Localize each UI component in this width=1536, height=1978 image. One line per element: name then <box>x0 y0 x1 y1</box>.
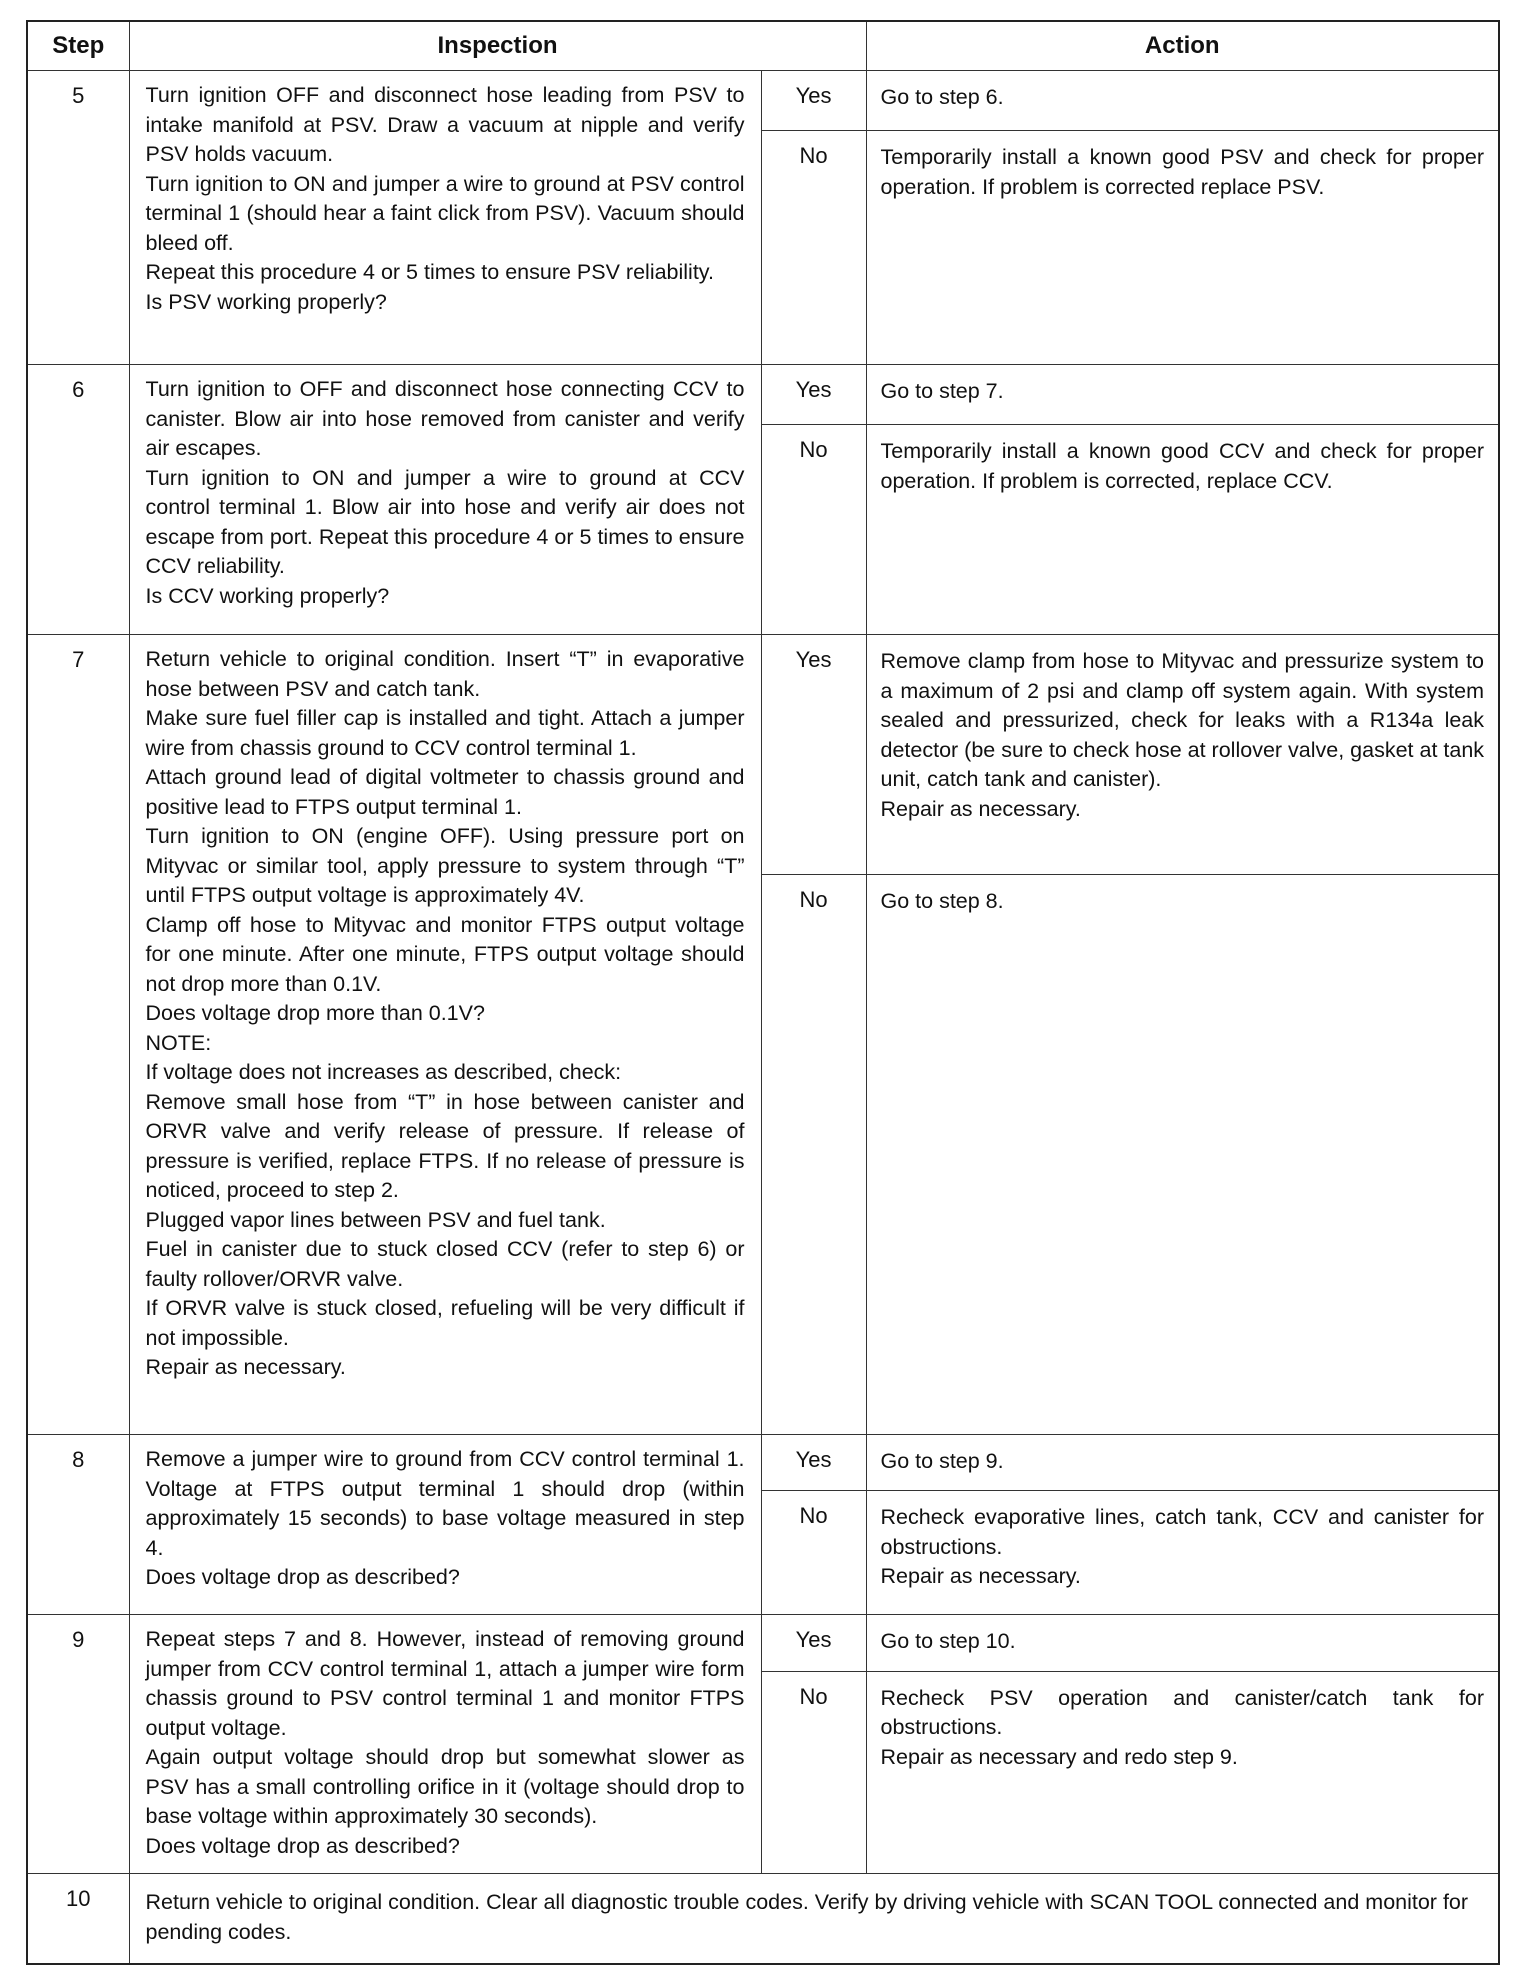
action-text: Go to step 9. <box>880 1449 1004 1473</box>
inspection-text: Turn ignition to ON (engine OFF). Using pressure port on Mityvac or similar tool, apply pressure to system through “T” until FTPS output voltage is approximately 4V. <box>145 824 745 907</box>
inspection-text: Repeat this procedure 4 or 5 times to ensure PSV reliability. <box>145 260 714 284</box>
yes-label: Yes <box>761 1615 866 1672</box>
inspection-text: Clamp off hose to Mityvac and monitor FTPS output voltage for one minute. After one minute, FTPS output voltage should not drop more than 0.1V. <box>145 912 745 996</box>
note-text: If voltage does not increases as described, check: <box>145 1060 622 1084</box>
diagnostic-page <box>26 20 1498 1965</box>
inspection-text: Attach ground lead of digital voltmeter to chassis ground and positive lead to FTPS output terminal 1. <box>145 765 745 819</box>
table-row <box>27 1615 1499 1672</box>
inspection-text: Turn ignition OFF and disconnect hose leading from PSV to intake manifold at PSV. Draw a vacuum at nipple and verify PSV holds vacuum. <box>145 83 745 166</box>
table-row <box>27 635 1499 875</box>
action-text: Repair as necessary. <box>880 1564 1081 1588</box>
inspection-cell <box>129 1615 761 1874</box>
action-text: Temporarily install a known good PSV and check for proper operation. If problem is corrected replace PSV. <box>880 145 1485 199</box>
no-label: No <box>761 875 866 1435</box>
action-text: Go to step 10. <box>880 1629 1016 1653</box>
no-label: No <box>761 425 866 635</box>
no-action <box>866 131 1499 365</box>
step-number: 10 <box>27 1874 129 1964</box>
action-text: Go to step 6. <box>880 85 1004 109</box>
yes-label: Yes <box>761 365 866 425</box>
step-number: 7 <box>27 635 129 1435</box>
diagnostic-table <box>26 20 1500 1965</box>
inspection-text: Turn ignition to ON and jumper a wire to ground at CCV control terminal 1. Blow air into hose and verify air does not escape from port. Repeat this procedure 4 or 5 times to ensure CCV reliability. <box>145 465 745 578</box>
action-text: Repair as necessary and redo step 9. <box>880 1744 1238 1769</box>
inspection-cell <box>129 635 761 1435</box>
yes-action <box>866 1435 1499 1491</box>
no-label: No <box>761 1491 866 1615</box>
inspection-text: Does voltage drop as described? <box>145 1565 460 1589</box>
header-step: Step <box>27 21 129 71</box>
inspection-text: Is PSV working properly? <box>145 289 387 314</box>
action-text: Go to step 8. <box>880 889 1004 913</box>
action-text: Repair as necessary. <box>880 796 1081 821</box>
inspection-text: Does voltage drop as described? <box>145 1833 460 1858</box>
action-text: Recheck PSV operation and canister/catch tank for obstructions. <box>880 1685 1485 1740</box>
yes-action <box>866 71 1499 131</box>
inspection-text: Repeat steps 7 and 8. However, instead of removing ground jumper from CCV control terminal 1, attach a jumper wire form chassis ground to PSV control terminal 1 and monitor FTPS output voltage. <box>145 1627 745 1740</box>
inspection-text: Is CCV working properly? <box>145 583 390 608</box>
yes-label: Yes <box>761 635 866 875</box>
note-text: Repair as necessary. <box>145 1355 346 1379</box>
inspection-text: Turn ignition to ON and jumper a wire to ground at PSV control terminal 1 (should hear a faint click from PSV). Vacuum should bleed off. <box>145 171 745 255</box>
inspection-text: Make sure fuel filler cap is installed and tight. Attach a jumper wire from chassis ground to CCV control terminal 1. <box>145 706 745 760</box>
no-action <box>866 875 1499 1435</box>
header-row <box>27 21 1499 71</box>
step-number: 8 <box>27 1435 129 1615</box>
yes-label: Yes <box>761 71 866 131</box>
table-row <box>27 365 1499 425</box>
action-text: Go to step 7. <box>880 379 1004 403</box>
note-text: Remove small hose from “T” in hose between canister and ORVR valve and verify release of pressure. If release of pressure is verified, replace FTPS. If no release of pressure is noticed, proceed to step 2. <box>145 1089 745 1202</box>
no-action <box>866 425 1499 635</box>
table-row <box>27 1874 1499 1964</box>
action-text: Temporarily install a known good CCV and check for proper operation. If problem is corrected, replace CCV. <box>880 439 1485 493</box>
step-number: 6 <box>27 365 129 635</box>
note-text: Fuel in canister due to stuck closed CCV (refer to step 6) or faulty rollover/ORVR valve. <box>145 1237 745 1291</box>
action-text: Remove clamp from hose to Mityvac and pressurize system to a maximum of 2 psi and clamp off system again. With system sealed and pressurized, check for leaks with a R134a leak detector (be sure to check hose at rollover valve, gasket at tank unit, catch tank and canister). <box>880 649 1485 791</box>
no-label: No <box>761 131 866 365</box>
yes-action <box>866 635 1499 875</box>
note-heading: NOTE: <box>145 1030 212 1055</box>
yes-label: Yes <box>761 1435 866 1491</box>
yes-action <box>866 365 1499 425</box>
inspection-cell <box>129 71 761 365</box>
header-inspection: Inspection <box>129 21 866 71</box>
inspection-text: Does voltage drop more than 0.1V? <box>145 1001 485 1025</box>
inspection-text: Remove a jumper wire to ground from CCV control terminal 1. Voltage at FTPS output terminal 1 should drop (within approximately 15 seconds) to base voltage measured in step 4. <box>145 1447 745 1560</box>
table-row <box>27 1435 1499 1491</box>
table-row <box>27 71 1499 131</box>
step-number: 5 <box>27 71 129 365</box>
no-label: No <box>761 1671 866 1873</box>
inspection-text: Turn ignition to OFF and disconnect hose connecting CCV to canister. Blow air into hose removed from canister and verify air escapes. <box>145 377 745 460</box>
inspection-cell <box>129 365 761 635</box>
inspection-text: Return vehicle to original condition. Insert “T” in evaporative hose between PSV and catch tank. <box>145 647 745 701</box>
note-text: If ORVR valve is stuck closed, refueling will be very difficult if not impossible. <box>145 1296 745 1350</box>
note-text: Plugged vapor lines between PSV and fuel tank. <box>145 1207 606 1232</box>
step-number: 9 <box>27 1615 129 1874</box>
final-step-text: Return vehicle to original condition. Clear all diagnostic trouble codes. Verify by driving vehicle with SCAN TOOL connected and monitor for pending codes. <box>129 1874 1499 1964</box>
header-action: Action <box>866 21 1499 71</box>
no-action <box>866 1491 1499 1615</box>
yes-action <box>866 1615 1499 1672</box>
no-action <box>866 1671 1499 1873</box>
inspection-text: Again output voltage should drop but somewhat slower as PSV has a small controlling orifice in it (voltage should drop to base voltage within approximately 30 seconds). <box>145 1745 745 1828</box>
inspection-cell <box>129 1435 761 1615</box>
action-text: Recheck evaporative lines, catch tank, CCV and canister for obstructions. <box>880 1505 1485 1559</box>
